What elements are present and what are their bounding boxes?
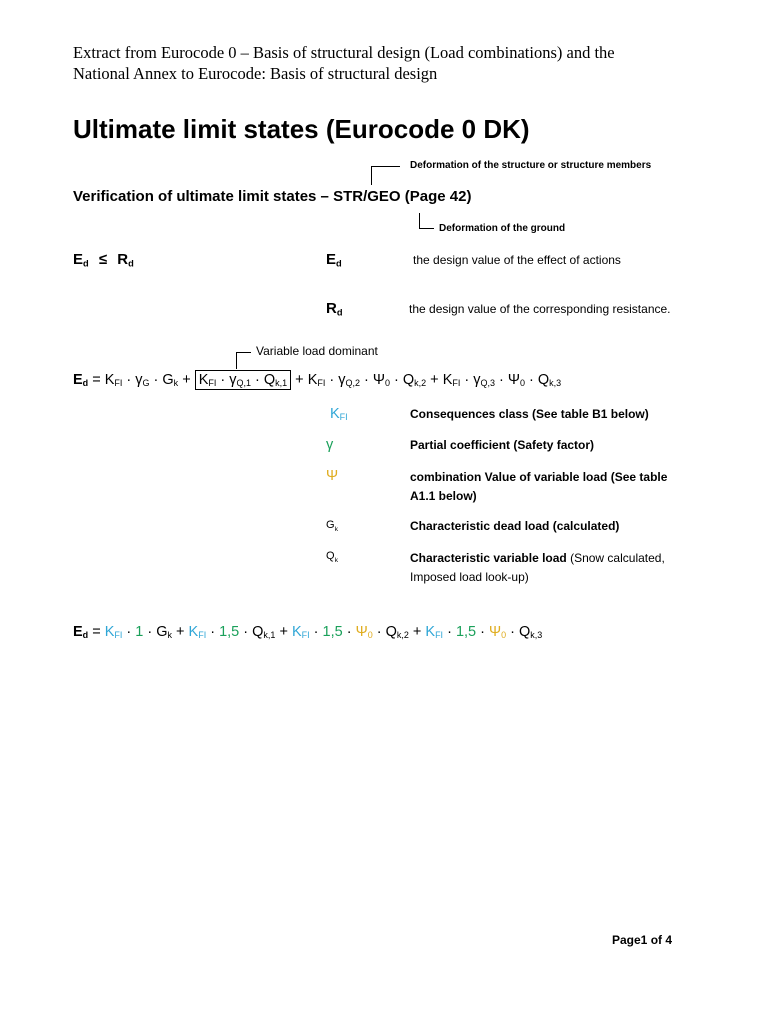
definition-psi: combination Value of variable load (See table A1.1 below) <box>410 470 668 503</box>
definition-ed: the design value of the effect of actions <box>413 253 621 267</box>
legend-symbol-qk: $Q_k$ <box>326 550 338 565</box>
page-number: Page1 of 4 <box>612 933 673 947</box>
ground-note-bracket <box>419 213 434 229</box>
inequality-ed-rd: $E_d \le R_d$ <box>73 251 134 269</box>
ground-deformation-note: Deformation of the ground <box>439 223 566 234</box>
load-combination-equation: $E_d = K_{FI} \cdot \gamma_G \cdot G_k + K_{FI} \cdot \gamma_{Q,1} \cdot Q_{k,1} + K_{FI} \cdot \gamma_{Q,2} \cdot \Psi_0 \cdot Q_{k,2} + K_{FI} \cdot \gamma_{Q,3} \cdot \Psi_0 \cdot Q_{k,3}$ <box>73 372 562 389</box>
load-combination-equation-values: $E_d = K_{FI} \cdot 1 \cdot G_k + K_{FI} \cdot 1,5 \cdot Q_{k,1} + K_{FI} \cdot 1,5 \cdot \Psi_0 \cdot Q_{k,2} + K_{FI} \cdot 1,5 \cdot \Psi_0 \cdot Q_{k,3}$ <box>73 624 543 641</box>
variable-load-bracket <box>236 352 251 369</box>
structure-note-bracket <box>371 166 400 185</box>
definition-gamma: Partial coefficient (Safety factor) <box>410 438 595 452</box>
section-subtitle: Verification of ultimate limit states – STR/GEO (Page 42) <box>73 188 472 205</box>
legend-symbol-psi: Ψ <box>326 468 339 484</box>
dominant-variable-term: $K_{FI} \cdot \gamma_{Q,1} \cdot Q_{k,1}$ <box>195 370 291 390</box>
symbol-ed: $E_d$ <box>326 251 342 269</box>
legend-symbol-gk: $G_k$ <box>326 519 338 534</box>
page-title: Ultimate limit states (Eurocode 0 DK) <box>73 114 530 144</box>
variable-load-dominant-note: Variable load dominant <box>256 344 378 358</box>
header-line-2: National Annex to Eurocode: Basis of structural design <box>73 64 438 83</box>
definition-qk: Characteristic variable load (Snow calculated, Imposed load look-up) <box>410 551 665 584</box>
document-header <box>73 42 615 84</box>
definition-kfi: Consequences class (See table B1 below) <box>410 407 649 421</box>
definition-rd: the design value of the corresponding resistance. <box>409 302 671 316</box>
legend-symbol-gamma: γ <box>326 437 334 453</box>
symbol-rd: $R_d$ <box>326 300 343 318</box>
definition-gk: Characteristic dead load (calculated) <box>410 519 620 533</box>
legend-symbol-kfi: $K_{FI}$ <box>330 406 348 423</box>
header-line-1: Extract from Eurocode 0 – Basis of structural design (Load combinations) and the <box>73 43 615 62</box>
structure-deformation-note: Deformation of the structure or structure members <box>410 160 652 171</box>
